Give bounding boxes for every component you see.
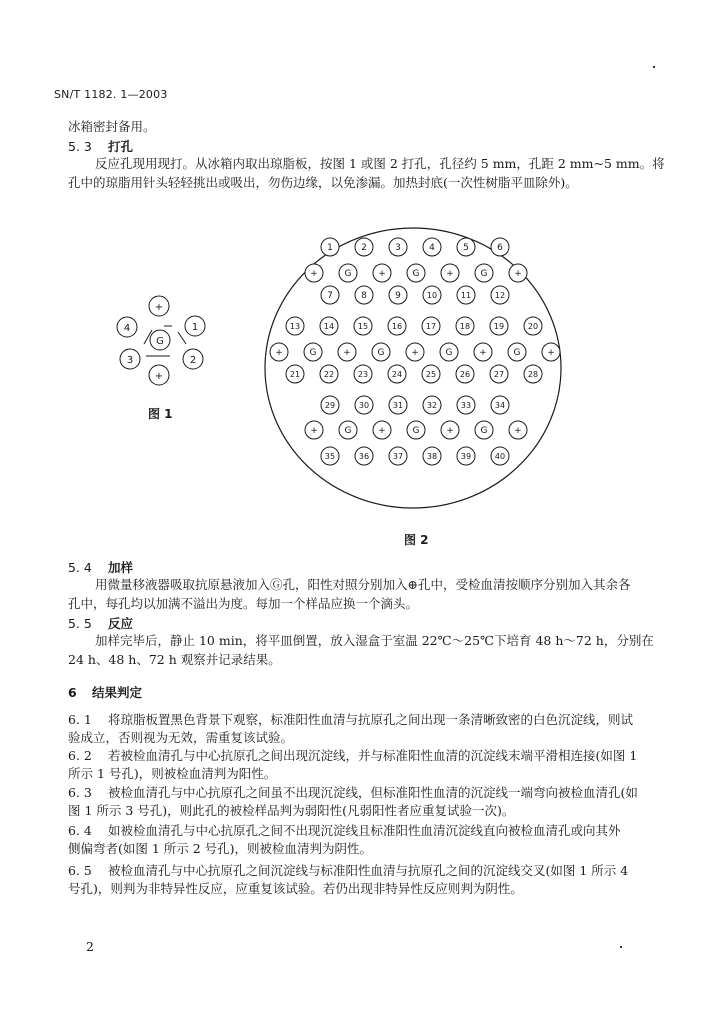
clause-6-2-line1	[68, 747, 637, 765]
well-label: G	[309, 348, 317, 358]
clause-6-3-line2: 图 1 所示 3 号孔)，则此孔的被检样品判为弱阳性(凡弱阳性者应重复试验一次)。	[68, 803, 515, 818]
precipitation-line	[178, 332, 186, 344]
well-label: G	[480, 426, 488, 436]
intro-text: 冰箱密封备用。	[68, 119, 156, 134]
well-label: 27	[493, 370, 505, 379]
well-label: 4	[429, 243, 435, 253]
well-label: 39	[460, 452, 472, 461]
well-label: G	[377, 348, 385, 358]
well-label: +	[446, 269, 454, 279]
well-label: G	[480, 269, 488, 279]
well-label: +	[154, 371, 164, 382]
well-label: +	[378, 269, 386, 279]
well-label: 24	[391, 370, 403, 379]
clause-number: 6. 5	[68, 863, 92, 878]
clause-text: 将琼脂板置黑色背景下观察，标准阳性血清与抗原孔之间出现一条清晰致密的白色沉淀线，则试	[108, 712, 634, 727]
well-label: +	[310, 269, 318, 279]
well-label: 30	[358, 401, 370, 410]
section-number: 5. 5	[68, 616, 92, 631]
well-label: 34	[494, 401, 506, 410]
well-label: 29	[324, 401, 336, 410]
well-label: 10	[426, 291, 438, 300]
well-label: +	[479, 348, 487, 358]
well-label: 31	[392, 401, 404, 410]
clause-text: 若被检血清孔与中心抗原孔之间出现沉淀线，并与标准阳性血清的沉淀线末端平滑相连接(如图 1	[108, 748, 638, 763]
well-label: 14	[323, 322, 335, 331]
clause-text: 被检血清孔与中心抗原孔之间沉淀线与标准阳性血清与抗原孔之间的沉淀线交叉(如图 1 所示 4	[108, 863, 629, 878]
well-label: 18	[459, 322, 471, 331]
clause-6-5-line1	[68, 862, 628, 880]
well-label: 32	[426, 401, 438, 410]
well-label: +	[310, 426, 318, 436]
well-label-center: G	[156, 336, 164, 347]
well-label: 35	[324, 452, 336, 461]
scan-speck	[620, 946, 622, 948]
well-label: 9	[395, 291, 401, 301]
well-label: 15	[357, 322, 369, 331]
well-label: G	[344, 269, 352, 279]
well-label: 16	[391, 322, 403, 331]
well-label: 28	[527, 370, 539, 379]
clause-text: 如被检血清孔与中心抗原孔之间不出现沉淀线且标准阳性血清沉淀线直向被检血清孔或向其外	[108, 823, 621, 838]
section-5-4-heading	[68, 558, 133, 576]
well-label: 1	[327, 243, 333, 253]
section-number: 5. 4	[68, 560, 92, 575]
well-label: +	[514, 269, 522, 279]
well-label: 19	[493, 322, 505, 331]
well-label: 33	[460, 401, 472, 410]
well-label: 6	[497, 243, 503, 253]
well-label: 7	[327, 291, 333, 301]
well-label: 3	[126, 355, 134, 366]
well-label: 38	[426, 452, 438, 461]
well-label: 21	[289, 370, 301, 379]
well-label: 17	[425, 322, 437, 331]
section-5-5-heading	[68, 614, 133, 632]
clause-6-2-line2: 所示 1 号孔)，则被检血清判为阳性。	[68, 766, 277, 781]
clause-text: 被检血清孔与中心抗原孔之间虽不出现沉淀线，但标准阳性血清的沉淀线一端弯向被检血清孔(如	[108, 785, 638, 800]
well-label: 8	[361, 291, 367, 301]
well-label: G	[445, 348, 453, 358]
well-label: 26	[459, 370, 471, 379]
clause-6-3-line1	[68, 784, 638, 802]
section-title: 加样	[108, 560, 134, 575]
well-label: 37	[392, 452, 404, 461]
section-title: 打孔	[108, 139, 134, 154]
clause-number: 6. 1	[68, 712, 92, 727]
well-label: 40	[494, 452, 506, 461]
section-title: 反应	[108, 616, 134, 631]
clause-6-1-line2: 验成立，否则视为无效，需重复该试验。	[68, 730, 294, 745]
section-5-3-line1: 反应孔现用现打。从冰箱内取出琼脂板，按图 1 或图 2 打孔，孔径约 5 mm，孔距 2 mm~5 mm。将	[95, 156, 665, 171]
well-label: 4	[123, 323, 131, 334]
well-label: G	[412, 426, 420, 436]
well-label: +	[547, 348, 555, 358]
well-label: 11	[460, 291, 472, 300]
well-label: +	[275, 348, 283, 358]
clause-6-4-line1	[68, 822, 621, 840]
well-label: +	[343, 348, 351, 358]
well-label: 5	[463, 243, 469, 253]
section-5-5-line2: 24 h、48 h、72 h 观察并记录结果。	[68, 652, 281, 667]
well-label: 3	[395, 243, 401, 253]
clause-number: 6. 3	[68, 785, 92, 800]
section-title: 结果判定	[92, 685, 143, 700]
figure-2-diagram	[260, 225, 570, 525]
well-label: +	[514, 426, 522, 436]
clause-6-5-line2: 号孔)，则判为非特异性反应，应重复该试验。若仍出现非特异性反应则判为阴性。	[68, 881, 523, 896]
section-5-3-line2: 孔中的琼脂用针头轻轻挑出或吸出，勿伤边缘，以免渗漏。加热封底(一次性树脂平皿除外)。	[68, 175, 578, 190]
well-label: G	[513, 348, 521, 358]
well-label: 1	[191, 322, 199, 333]
clause-number: 6. 4	[68, 823, 92, 838]
section-5-4-line2: 孔中，每孔均以加满不溢出为度。每加一个样品应换一个滴头。	[68, 596, 419, 611]
well-label: 36	[358, 452, 370, 461]
clause-number: 6. 2	[68, 748, 92, 763]
figure-1-caption: 图 1	[148, 407, 173, 421]
well-label: +	[154, 302, 164, 313]
well-label: G	[344, 426, 352, 436]
standard-number: SN/T 1182. 1—2003	[54, 88, 168, 101]
well-label: G	[412, 269, 420, 279]
clause-6-4-line2: 侧偏弯者(如图 1 所示 2 号孔)，则被检血清判为阴性。	[68, 841, 373, 856]
well-label: 13	[289, 322, 301, 331]
section-5-3-heading	[68, 137, 133, 155]
well-label: 23	[357, 370, 369, 379]
well-label: +	[446, 426, 454, 436]
page-number: 2	[86, 939, 94, 954]
section-number: 5. 3	[68, 139, 92, 154]
well-label: 2	[361, 243, 367, 253]
well-label: 12	[494, 291, 506, 300]
well-label: 2	[189, 355, 197, 366]
section-5-5-line1: 加样完毕后，静止 10 min，将平皿倒置，放入湿盒于室温 22℃～25℃下培育 48 h～72 h，分别在	[95, 633, 654, 648]
figure-2-caption: 图 2	[404, 533, 429, 547]
well-label: +	[378, 426, 386, 436]
well-label: 22	[323, 370, 335, 379]
well-label: +	[411, 348, 419, 358]
figure-1-diagram	[112, 292, 212, 392]
section-number: 6	[68, 685, 77, 700]
well-label: 20	[527, 322, 539, 331]
well-label: 25	[425, 370, 437, 379]
section-5-4-line1: 用微量移液器吸取抗原悬液加入Ⓖ孔，阳性对照分别加入⊕孔中，受检血清按顺序分别加入其余各	[95, 577, 631, 592]
scan-speck	[653, 66, 655, 68]
section-6-heading	[68, 683, 142, 701]
clause-6-1-line1	[68, 711, 633, 729]
